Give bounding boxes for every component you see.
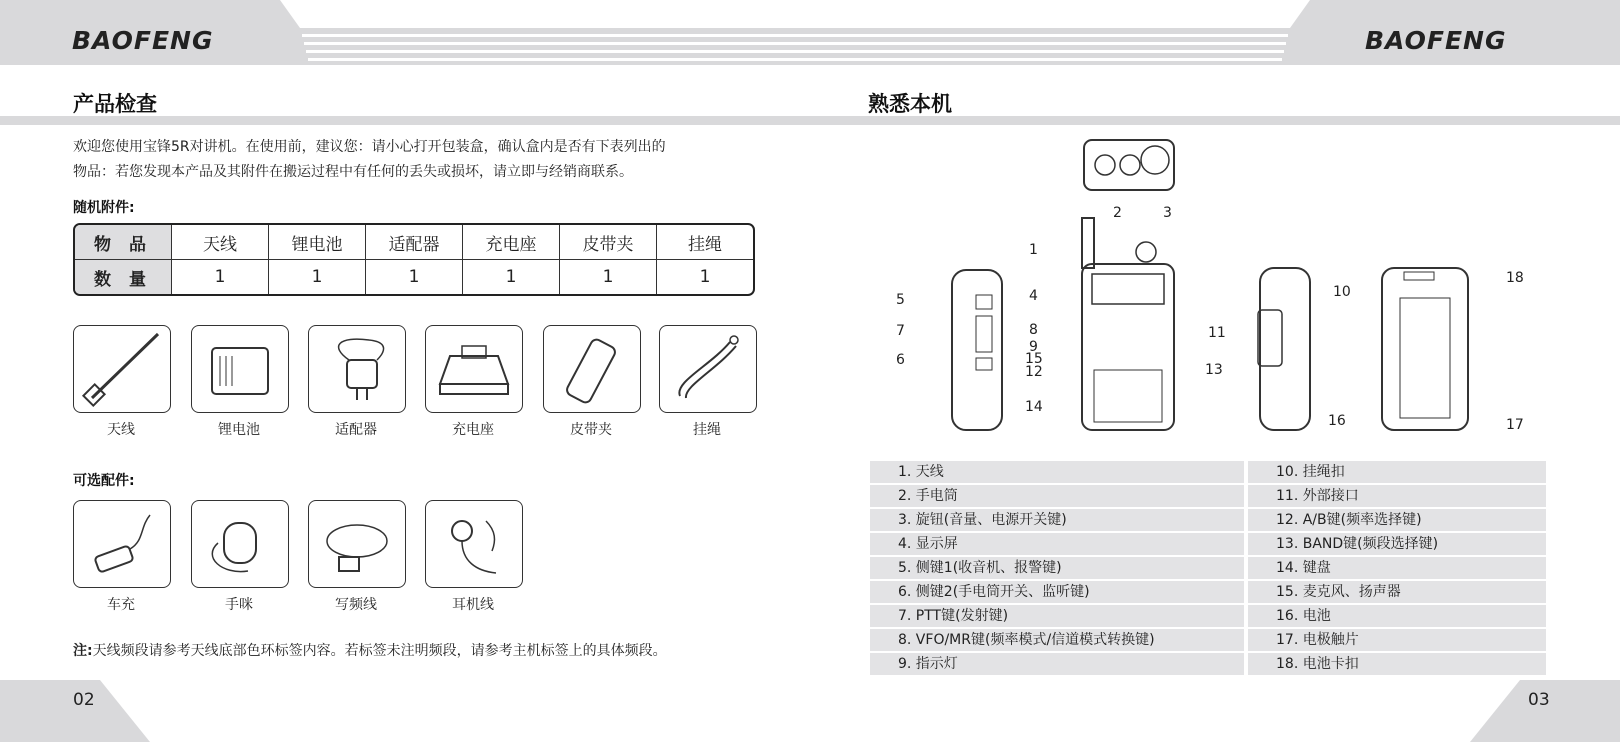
car-charger-icon <box>74 501 170 587</box>
legend-item: 3. 旋钮(音量、电源开关键) <box>870 509 1244 531</box>
callout-12: 12 <box>1025 364 1043 380</box>
callout-4: 4 <box>1029 288 1038 304</box>
brand-logo-left: BAOFENG <box>72 26 214 55</box>
optional-label: 可选配件: <box>73 473 135 489</box>
caption-hand-mic: 手咪 <box>225 597 253 613</box>
car-charger-card <box>73 500 171 588</box>
table-cell: 充电座 <box>463 225 560 260</box>
table-cell: 皮带夹 <box>560 225 657 260</box>
table-row <box>75 260 753 294</box>
battery-card <box>191 325 289 413</box>
callout-15: 15 <box>1025 351 1043 367</box>
programming-cable-card <box>308 500 406 588</box>
legend-item: 4. 显示屏 <box>870 533 1244 555</box>
header-stripes <box>280 0 1310 65</box>
table-cell: 1 <box>463 260 560 294</box>
table-cell: 天线 <box>172 225 269 260</box>
charger-base-card <box>425 325 523 413</box>
antenna-icon <box>74 326 170 412</box>
hand-mic-card <box>191 500 289 588</box>
legend-item: 14. 键盘 <box>1248 557 1546 579</box>
radio-diagram <box>880 130 1540 440</box>
callout-1: 1 <box>1029 242 1038 258</box>
legend-item: 6. 侧键2(手电筒开关、监听键) <box>870 581 1244 603</box>
callout-13: 13 <box>1205 362 1223 378</box>
accessory-table <box>73 223 755 296</box>
caption-car-charger: 车充 <box>107 597 135 613</box>
brand-logo-right: BAOFENG <box>1365 26 1507 55</box>
accessories-label: 随机附件: <box>73 200 135 216</box>
title-rule <box>0 116 1620 125</box>
callout-17: 17 <box>1506 417 1524 433</box>
table-header-qty: 数 量 <box>75 260 172 294</box>
battery-icon <box>192 326 288 412</box>
back-view-icon <box>1382 268 1468 430</box>
legend-item: 7. PTT键(发射键) <box>870 605 1244 627</box>
callout-18: 18 <box>1506 270 1524 286</box>
lanyard-card <box>659 325 757 413</box>
top-view-icon <box>1084 140 1174 190</box>
side-view-right-icon <box>1258 268 1310 430</box>
callout-9: 9 <box>1029 339 1038 355</box>
earphone-icon <box>426 501 522 587</box>
table-row <box>75 225 753 260</box>
header-stripe-art <box>280 0 1310 65</box>
legend-item: 10. 挂绳扣 <box>1248 461 1546 483</box>
legend-item: 8. VFO/MR键(频率模式/信道模式转换键) <box>870 629 1244 651</box>
table-cell: 1 <box>560 260 657 294</box>
legend-item: 17. 电极触片 <box>1248 629 1546 651</box>
belt-clip-icon <box>544 326 640 412</box>
callout-6: 6 <box>896 352 905 368</box>
programming-cable-icon <box>309 501 405 587</box>
caption-earphone: 耳机线 <box>452 597 494 613</box>
table-cell: 1 <box>172 260 269 294</box>
adapter-card <box>308 325 406 413</box>
intro-line-1: 欢迎您使用宝锋5R对讲机。在使用前，建议您：请小心打开包装盒，确认盒内是否有下表列出的 <box>73 139 666 155</box>
page-number-left: 02 <box>73 690 95 710</box>
caption-battery: 锂电池 <box>218 422 260 438</box>
callout-16: 16 <box>1328 413 1346 429</box>
caption-charger-base: 充电座 <box>452 422 494 438</box>
legend-item: 2. 手电筒 <box>870 485 1244 507</box>
adapter-icon <box>309 326 405 412</box>
side-view-left-icon <box>952 270 1002 430</box>
legend-item: 5. 侧键1(收音机、报警键) <box>870 557 1244 579</box>
page-number-right: 03 <box>1528 690 1550 710</box>
intro-line-2: 物品：若您发现本产品及其附件在搬运过程中有任何的丢失或损坏，请立即与经销商联系。 <box>73 164 633 180</box>
callout-10: 10 <box>1333 284 1351 300</box>
callout-2: 2 <box>1113 205 1122 221</box>
legend-item: 15. 麦克风、扬声器 <box>1248 581 1546 603</box>
lanyard-icon <box>660 326 756 412</box>
hand-mic-icon <box>192 501 288 587</box>
table-cell: 适配器 <box>366 225 463 260</box>
caption-antenna: 天线 <box>107 422 135 438</box>
callout-7: 7 <box>896 323 905 339</box>
legend-item: 1. 天线 <box>870 461 1244 483</box>
table-header-item: 物 品 <box>75 225 172 260</box>
note-text: 天线频段请参考天线底部色环标签内容。若标签未注明频段，请参考主机标签上的具体频段。 <box>92 643 667 659</box>
legend-item: 12. A/B键(频率选择键) <box>1248 509 1546 531</box>
table-cell: 锂电池 <box>269 225 366 260</box>
note <box>73 638 667 664</box>
legend-item: 16. 电池 <box>1248 605 1546 627</box>
caption-adapter: 适配器 <box>335 422 377 438</box>
table-cell: 1 <box>366 260 463 294</box>
earphone-card <box>425 500 523 588</box>
front-view-icon <box>1082 218 1174 430</box>
legend-item: 18. 电池卡扣 <box>1248 653 1546 675</box>
callout-3: 3 <box>1163 205 1172 221</box>
callout-5: 5 <box>896 292 905 308</box>
legend-item: 11. 外部接口 <box>1248 485 1546 507</box>
page-title-right: 熟悉本机 <box>868 92 952 116</box>
caption-belt-clip: 皮带夹 <box>570 422 612 438</box>
table-cell: 挂绳 <box>657 225 753 260</box>
table-cell: 1 <box>269 260 366 294</box>
table-cell: 1 <box>699 267 711 287</box>
callout-11: 11 <box>1208 325 1226 341</box>
antenna-card <box>73 325 171 413</box>
caption-lanyard: 挂绳 <box>693 422 721 438</box>
belt-clip-card <box>543 325 641 413</box>
note-label: 注: <box>73 643 93 659</box>
page-title-left: 产品检查 <box>73 92 157 116</box>
legend-item: 9. 指示灯 <box>870 653 1244 675</box>
callout-8: 8 <box>1029 322 1038 338</box>
caption-programming-cable: 写频线 <box>335 597 377 613</box>
legend-item: 13. BAND键(频段选择键) <box>1248 533 1546 555</box>
charger-base-icon <box>426 326 522 412</box>
callout-14: 14 <box>1025 399 1043 415</box>
